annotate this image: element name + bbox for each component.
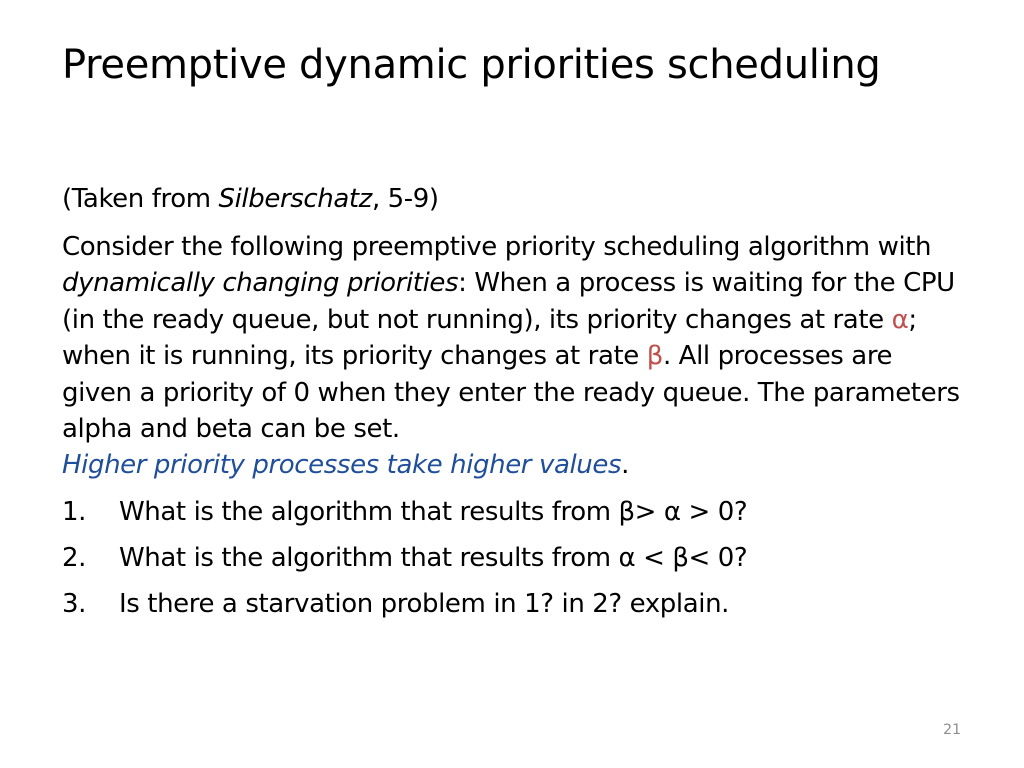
source-prefix: (Taken from (62, 184, 219, 214)
question-text: What is the algorithm that results from β> α > 0? (119, 496, 748, 527)
body-text-part2: : When a process is waiting for the CPU (in the ready queue, but not running), its priority changes at rate (62, 268, 955, 335)
body-text-part4: . All processes are given a priority of 0 when they enter the ready queue. The parameters alpha and beta can be set. (62, 341, 960, 445)
source-suffix: , 5-9) (371, 184, 439, 214)
highlight-note: Higher priority processes take higher values (62, 450, 622, 481)
slide-body (62, 180, 967, 632)
source-citation (62, 180, 967, 218)
body-term: dynamically changing priorities (62, 268, 459, 299)
question-text: Is there a starvation problem in 1? in 2? explain. (119, 588, 730, 619)
slide-title: Preemptive dynamic priorities scheduling (62, 42, 881, 88)
highlight-period: . (621, 450, 629, 481)
problem-description (62, 229, 967, 484)
beta-symbol: β (646, 341, 663, 372)
question-item (62, 494, 967, 530)
alpha-symbol: α (891, 304, 909, 335)
question-number: 2. (62, 542, 87, 573)
question-number: 3. (62, 588, 87, 619)
page-number: 21 (943, 722, 961, 738)
question-item (62, 540, 967, 576)
body-text-part1: Consider the following preemptive priority scheduling algorithm with (62, 232, 932, 262)
source-author: Silberschatz (218, 184, 372, 214)
body-text-part3: ; when it is running, its priority changes at rate (62, 304, 917, 372)
question-item (62, 586, 967, 622)
question-list (62, 494, 967, 622)
question-number: 1. (62, 496, 87, 527)
question-text: What is the algorithm that results from α < β< 0? (119, 542, 748, 573)
